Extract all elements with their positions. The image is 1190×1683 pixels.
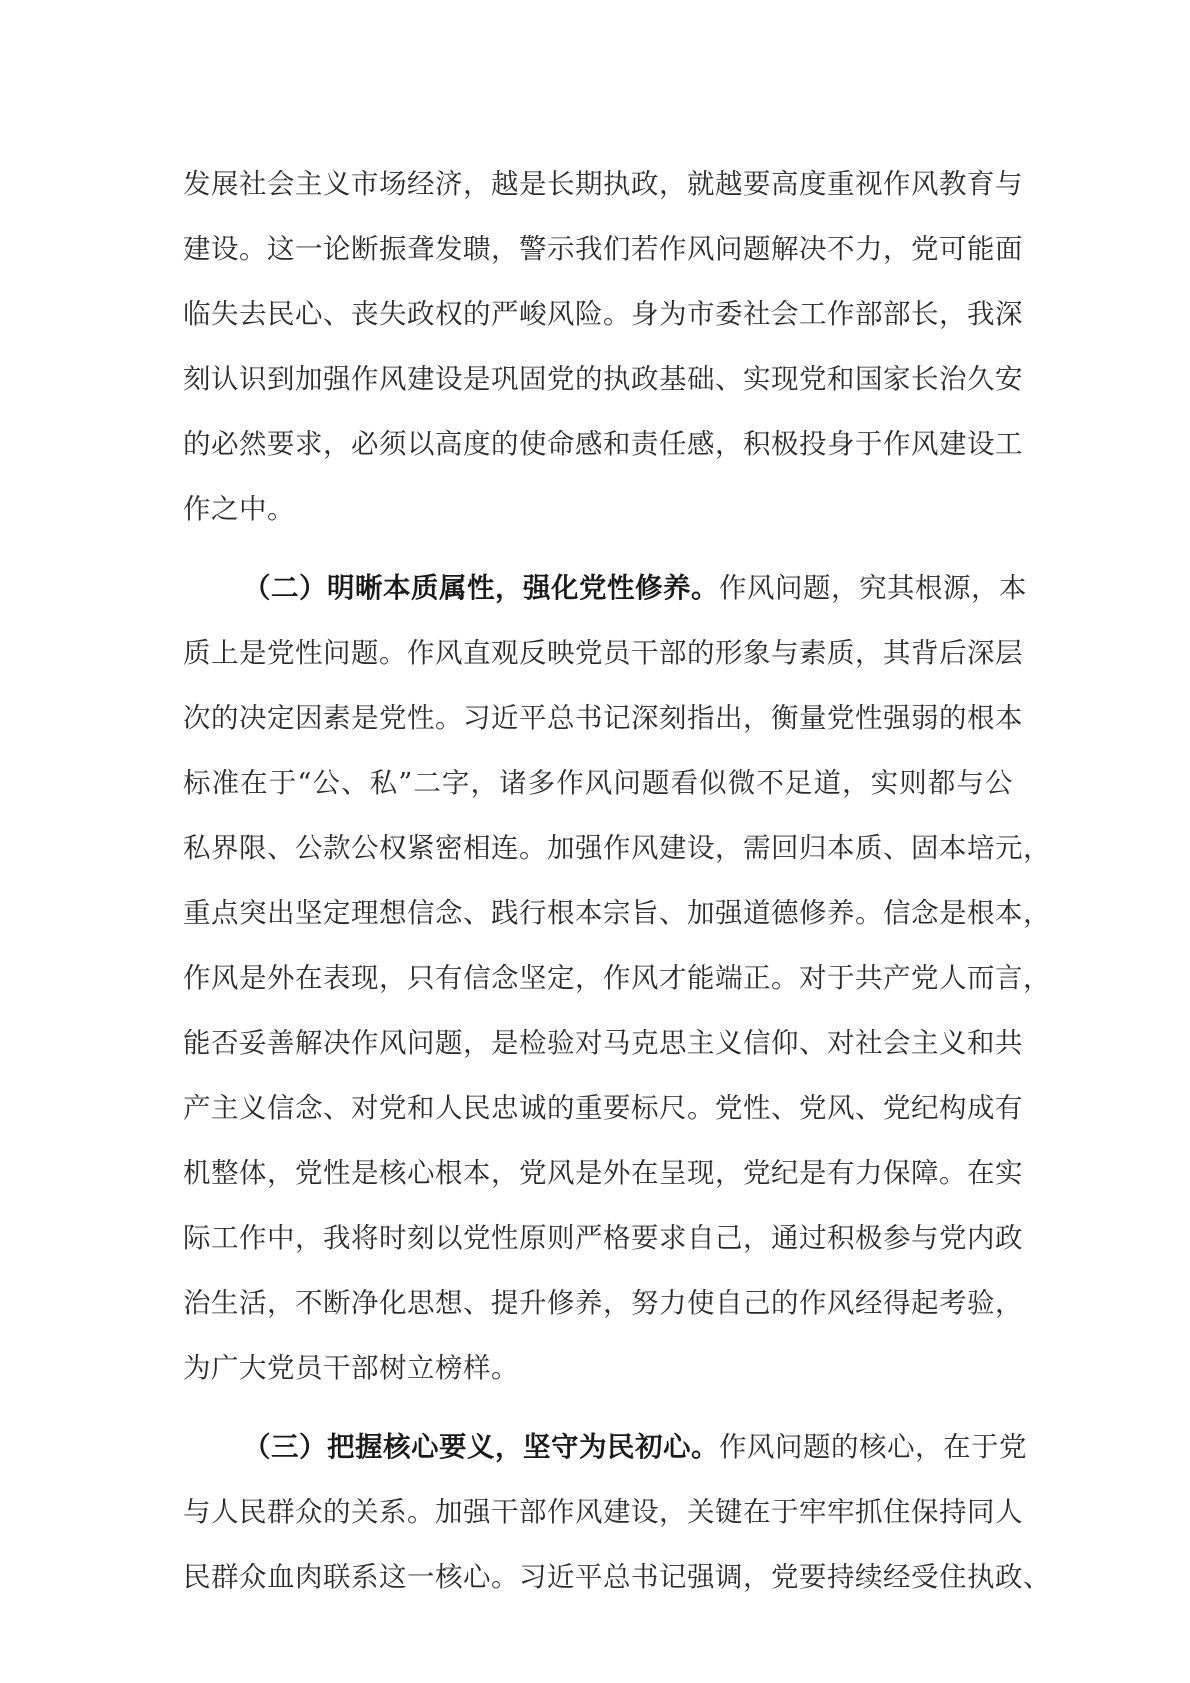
paragraph-first-line [183,556,1027,621]
paragraph-line: 私界限、公款公权紧密相连。加强作风建设，需回归本质、固本培元， [183,832,1051,864]
paragraph-line: 民群众血肉联系这一核心。习近平总书记强调，党要持续经受住执政、 [183,1561,1051,1593]
paragraph-line: 的必然要求，必须以高度的使命感和责任感，积极投身于作风建设工 [183,428,1023,460]
paragraph-line-rest: 作风问题的核心，在于党 [719,1431,1027,1463]
paragraph-line: 能否妥善解决作风问题，是检验对马克思主义信仰、对社会主义和共 [183,1027,1023,1059]
paragraph-line: 刻认识到加强作风建设是巩固党的执政基础、实现党和国家长治久安 [183,363,1023,395]
paragraph-line: 机整体，党性是核心根本，党风是外在呈现，党纪是有力保障。在实 [183,1157,1023,1189]
paragraph-line-rest: 作风问题，究其根源，本 [719,572,1027,604]
paragraph-3 [183,1415,1051,1610]
paragraph-line: 标准在于“公、私”二字，诸多作风问题看似微不足道，实则都与公 [183,767,1013,799]
paragraph-line: 产主义信念、对党和人民忠诚的重要标尺。党性、党风、党纪构成有 [183,1092,1023,1124]
paragraph-line: 重点突出坚定理想信念、践行根本宗旨、加强道德修养。信念是根本， [183,897,1051,929]
paragraph-1 [183,152,1023,542]
paragraph-2 [183,556,1051,1401]
paragraph-line: 质上是党性问题。作风直观反映党员干部的形象与素质，其背后深层 [183,637,1023,669]
document-body [183,152,1051,1610]
paragraph-line: 为广大党员干部树立榜样。 [183,1352,519,1384]
paragraph-line: 临失去民心、丧失政权的严峻风险。身为市委社会工作部部长，我深 [183,298,1023,330]
paragraph-line: 与人民群众的关系。加强干部作风建设，关键在于牢牢抓住保持同人 [183,1496,1023,1528]
section-heading-3: （三）把握核心要义，坚守为民初心。 [243,1431,719,1463]
paragraph-line: 建设。这一论断振聋发聩，警示我们若作风问题解决不力，党可能面 [183,233,1023,265]
paragraph-first-line [183,1415,1027,1480]
paragraph-line: 际工作中，我将时刻以党性原则严格要求自己，通过积极参与党内政 [183,1222,1023,1254]
section-heading-2: （二）明晰本质属性，强化党性修养。 [243,572,719,604]
paragraph-line: 次的决定因素是党性。习近平总书记深刻指出，衡量党性强弱的根本 [183,702,1023,734]
paragraph-line: 治生活，不断净化思想、提升修养，努力使自己的作风经得起考验， [183,1287,1023,1319]
paragraph-line: 作风是外在表现，只有信念坚定，作风才能端正。对于共产党人而言， [183,962,1051,994]
paragraph-line: 发展社会主义市场经济，越是长期执政，就越要高度重视作风教育与 [183,168,1023,200]
paragraph-line: 作之中。 [183,493,295,525]
